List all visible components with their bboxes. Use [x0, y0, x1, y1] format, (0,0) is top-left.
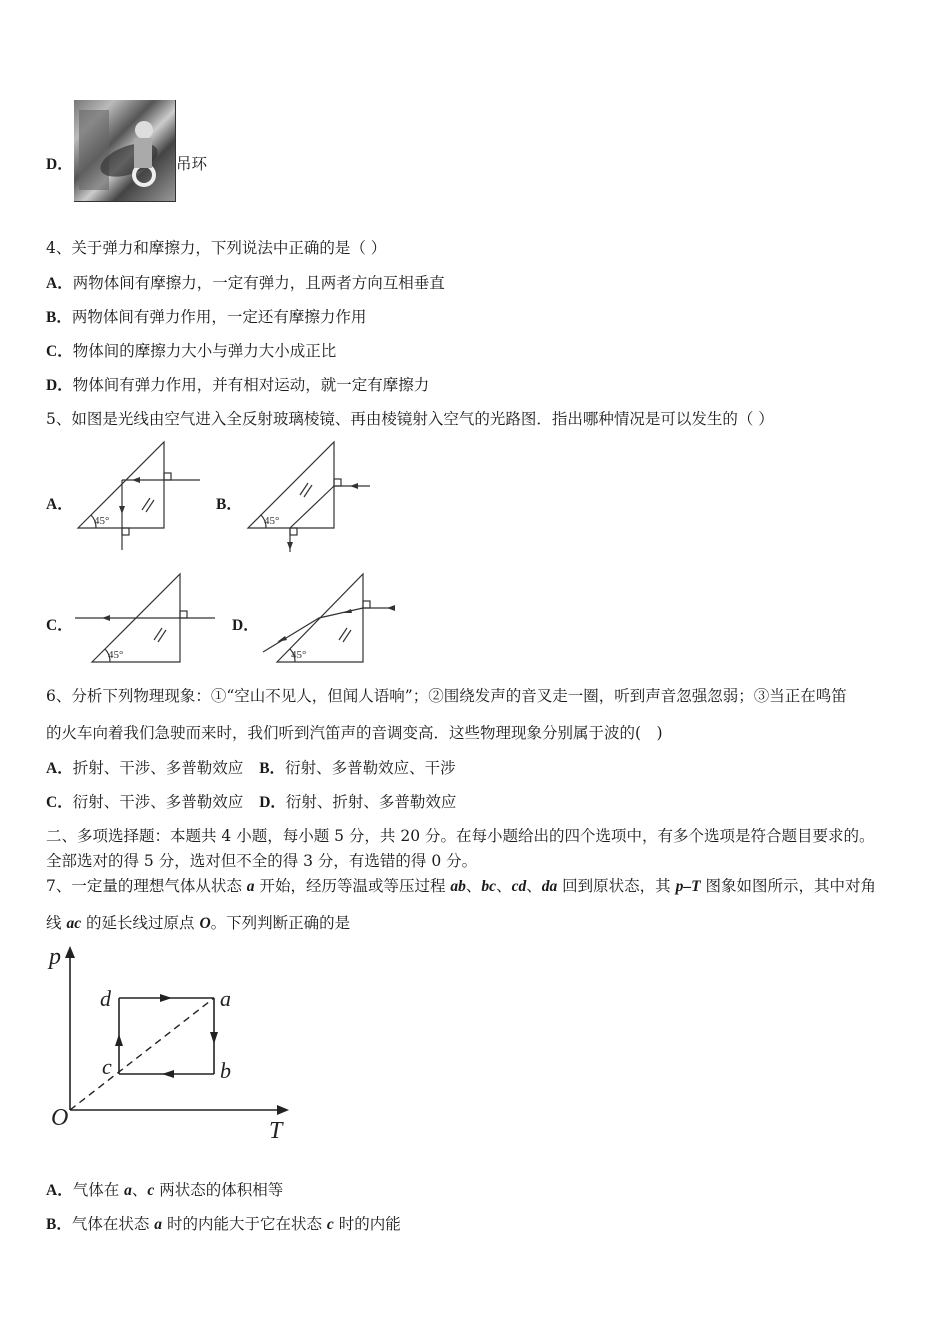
option-label: A． — [46, 760, 73, 777]
option-label: C． — [46, 343, 73, 360]
option-text: 两物体间有摩擦力，一定有弹力，且两者方向互相垂直 — [72, 274, 445, 292]
q4-stem: 4、关于弹力和摩擦力，下列说法中正确的是（ ） — [46, 239, 387, 257]
arrow-icon — [387, 605, 395, 611]
q5-prism-b — [240, 440, 380, 555]
right-angle-mark — [180, 611, 187, 618]
q3-option-d — [46, 152, 73, 174]
direction-arrow-icon — [160, 994, 172, 1002]
option-label: D． — [46, 156, 73, 173]
arrow-icon — [102, 615, 110, 621]
q7-pT-graph — [40, 942, 300, 1142]
state-d-label: d — [100, 986, 111, 1011]
option-label: A． — [46, 275, 73, 292]
option-text: 两物体间有弹力作用，一定还有摩擦力作用 — [71, 308, 367, 326]
arrow-icon — [343, 609, 352, 613]
option-label: B． — [46, 309, 72, 326]
arrow-icon — [287, 542, 293, 550]
option-label: D． — [46, 377, 73, 394]
option-label: D． — [259, 794, 286, 811]
right-angle-mark — [290, 528, 297, 535]
origin-label: O — [51, 1105, 69, 1131]
gymnastics-rings-photo-icon — [74, 100, 176, 202]
q5-label-c: C． — [46, 617, 73, 634]
option-text: 衍射、折射、多普勒效应 — [285, 793, 457, 811]
q4-option-b — [46, 305, 366, 327]
right-angle-mark — [334, 479, 341, 486]
arrow-icon — [132, 477, 140, 483]
state-a-label: a — [220, 986, 231, 1011]
angle-label: 45° — [94, 515, 110, 527]
q5-prism-a — [70, 440, 210, 552]
arrow-icon — [350, 483, 358, 489]
option-text: 衍射、多普勒效应、干涉 — [285, 759, 456, 777]
option-label: C． — [46, 794, 73, 811]
q4-option-d — [46, 373, 429, 395]
q6-stem-line2: 的火车向着我们急驶而来时，我们听到汽笛声的音调变高．这些物理现象分别属于波的( ) — [46, 724, 663, 742]
angle-label: 45° — [291, 649, 307, 661]
direction-arrow-icon — [115, 1034, 123, 1046]
q4-option-a — [46, 271, 445, 293]
q5-label-b: B． — [216, 496, 242, 513]
q7-stem-line2: 线 ac 的延长线过原点 O。下列判断正确的是 — [46, 914, 351, 932]
option-text: 物体间有弹力作用，并有相对运动，就一定有摩擦力 — [72, 376, 430, 394]
q3-option-d-text: 吊环 — [176, 155, 208, 173]
q6-options-row1 — [46, 756, 456, 778]
p-axis-label: p — [49, 944, 61, 970]
light-ray — [263, 608, 363, 652]
direction-arrow-icon — [162, 1070, 174, 1078]
q7-option-b: B．气体在状态 a 时的内能大于它在状态 c 时的内能 — [46, 1215, 401, 1233]
angle-label: 45° — [264, 515, 280, 527]
q5-stem: 5、如图是光线由空气进入全反射玻璃棱镜、再由棱镜射入空气的光路图．指出哪种情况是可以发生的（ ） — [46, 410, 774, 428]
q5-label-a: A． — [46, 496, 73, 513]
q6-options-row2 — [46, 790, 456, 812]
angle-label: 45° — [108, 649, 124, 661]
section2-line1: 二、多项选择题：本题共 4 小题，每小题 5 分，共 20 分。在每小题给出的四个选项中，有多个选项是符合题目要求的。 — [46, 827, 875, 845]
arrow-icon — [119, 506, 125, 514]
right-angle-mark — [122, 528, 129, 535]
q7-option-a: A．气体在 a、c 两状态的体积相等 — [46, 1181, 284, 1199]
q5-prism-d — [255, 572, 400, 667]
axis-arrow-icon — [277, 1105, 289, 1115]
diagonal-ac — [70, 998, 214, 1110]
light-ray — [290, 486, 334, 528]
direction-arrow-icon — [210, 1032, 218, 1044]
state-c-label: c — [102, 1054, 112, 1079]
option-text: 折射、干涉、多普勒效应 — [72, 759, 244, 777]
T-axis-label: T — [269, 1118, 283, 1142]
right-angle-mark — [363, 601, 370, 608]
q7-stem-line1: 7、一定量的理想气体从状态 a 开始，经历等温或等压过程 ab、bc、cd、da 回到原状态，其 p–T 图象如图所示，其中对角 — [46, 877, 876, 895]
q6-stem-line1: 6、分析下列物理现象：①“空山不见人，但闻人语响”；②围绕发声的音叉走一圈，听到声音忽强忽弱；③当正在鸣笛 — [46, 687, 847, 705]
state-b-label: b — [220, 1058, 231, 1083]
right-angle-mark — [164, 473, 171, 480]
section2-line2: 全部选对的得 5 分，选对但不全的得 3 分，有选错的得 0 分。 — [46, 852, 478, 870]
q5-prism-c — [70, 572, 220, 667]
option-text: 物体间的摩擦力大小与弹力大小成正比 — [72, 342, 337, 360]
q5-label-d: D． — [232, 617, 259, 634]
option-label: B． — [259, 760, 286, 777]
option-text: 衍射、干涉、多普勒效应 — [72, 793, 244, 811]
axis-arrow-icon — [65, 946, 75, 958]
q4-option-c — [46, 339, 336, 361]
